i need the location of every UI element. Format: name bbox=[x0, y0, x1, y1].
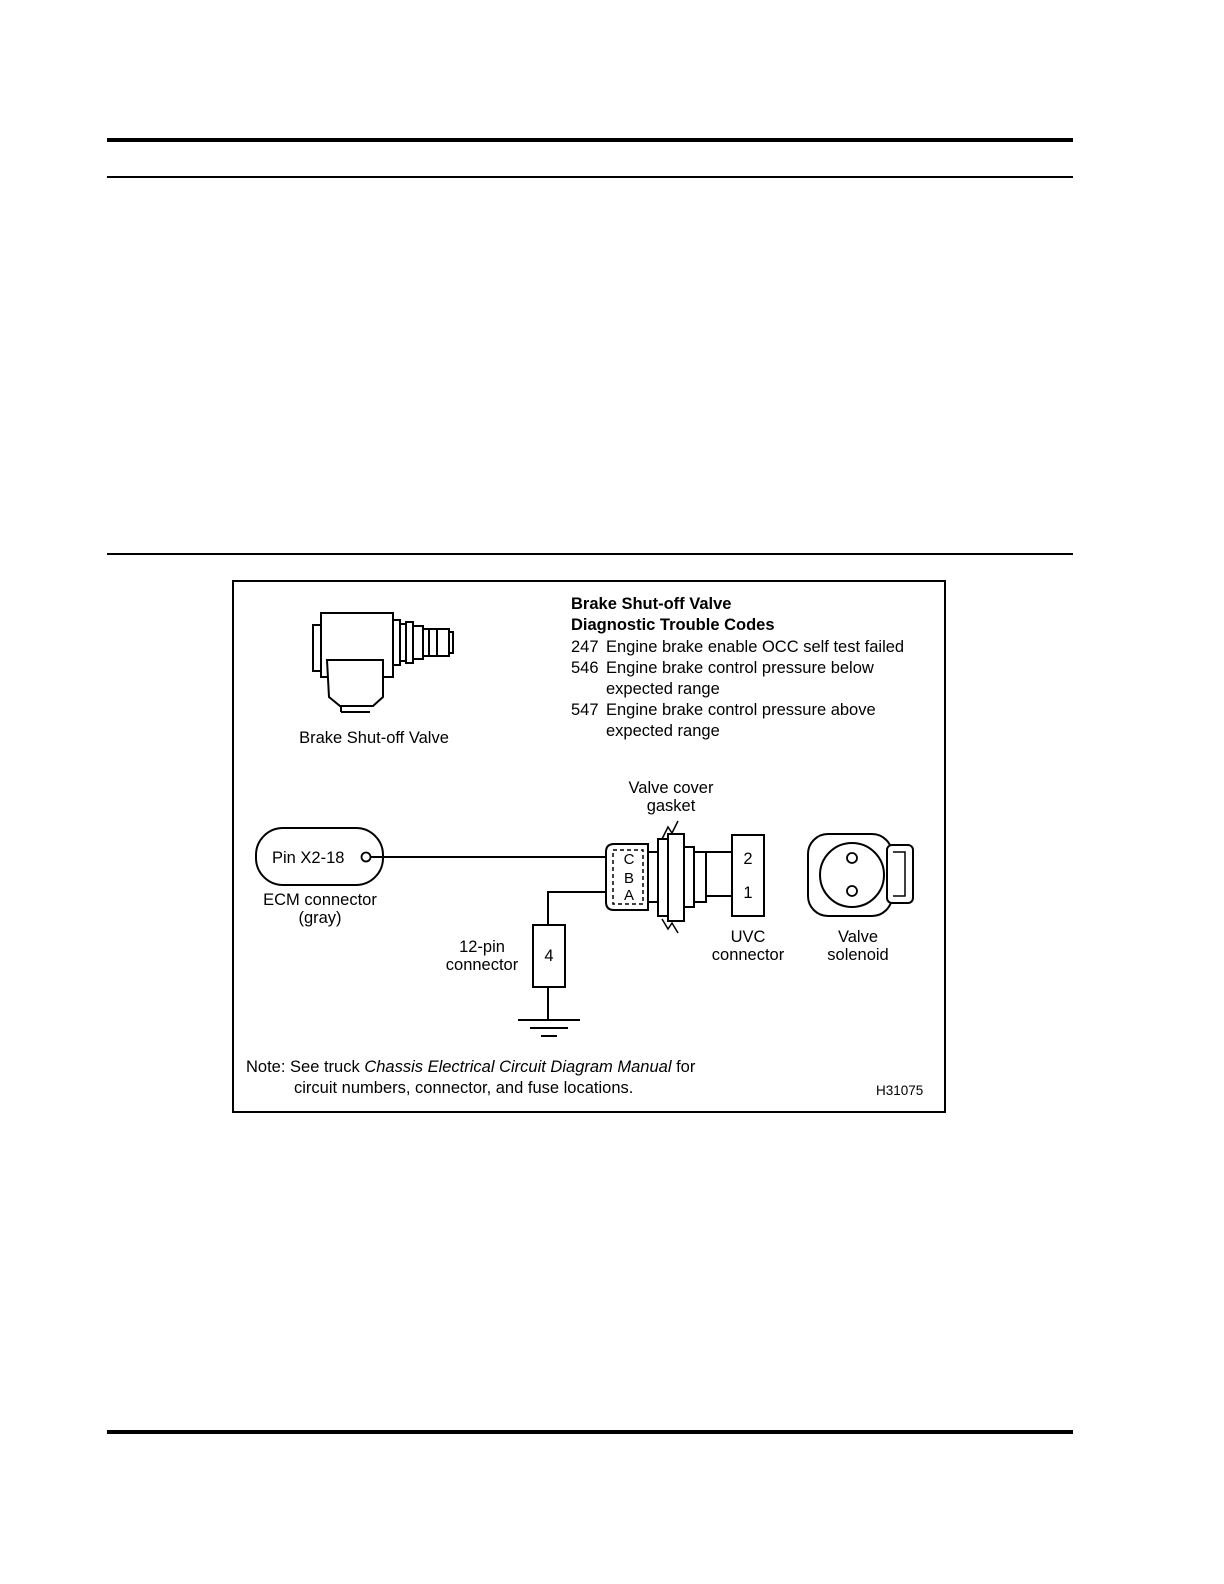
dtc-description: Engine brake enable OCC self test failed bbox=[606, 638, 905, 656]
note-manual-title: Chassis Electrical Circuit Diagram Manual bbox=[364, 1058, 672, 1076]
uvc-caption-line1: UVC bbox=[730, 928, 766, 946]
uvc-caption-line2: connector bbox=[711, 946, 785, 964]
note-line1 bbox=[246, 1058, 696, 1076]
note-suffix: for bbox=[671, 1058, 696, 1076]
twelve-pin-caption-line2: connector bbox=[445, 956, 519, 974]
valve-caption: Brake Shut-off Valve bbox=[299, 729, 449, 747]
gasket-pin-label: A bbox=[623, 887, 635, 904]
note-prefix: Note: See truck bbox=[246, 1058, 365, 1076]
uvc-pin-label: 1 bbox=[743, 884, 753, 902]
dtc-description: Engine brake control pressure below bbox=[606, 659, 874, 677]
dtc-description-cont: expected range bbox=[606, 722, 720, 740]
gasket-pin-label: B bbox=[623, 870, 635, 887]
note-line2: circuit numbers, connector, and fuse locations. bbox=[294, 1079, 634, 1097]
dtc-code: 547 bbox=[571, 701, 599, 719]
solenoid-caption-line2: solenoid bbox=[827, 946, 889, 964]
figure-id: H31075 bbox=[876, 1083, 924, 1098]
uvc-pin-label: 2 bbox=[743, 850, 753, 868]
solenoid-caption-line1: Valve bbox=[837, 928, 879, 946]
twelve-pin-number: 4 bbox=[544, 947, 554, 965]
dtc-code: 247 bbox=[571, 638, 599, 656]
gasket-pin-label: C bbox=[623, 851, 635, 868]
ecm-pin-terminal bbox=[362, 853, 371, 862]
ecm-caption-line2: (gray) bbox=[298, 909, 342, 927]
dtc-description: Engine brake control pressure above bbox=[606, 701, 876, 719]
dtc-title-line2: Diagnostic Trouble Codes bbox=[571, 616, 775, 634]
valve-cover-label-line2: gasket bbox=[646, 797, 696, 815]
dtc-title-line1: Brake Shut-off Valve bbox=[571, 595, 732, 613]
valve-cover-label-line1: Valve cover bbox=[628, 779, 714, 797]
ecm-pin-label: Pin X2-18 bbox=[272, 849, 345, 867]
twelve-pin-caption-line1: 12-pin bbox=[459, 938, 505, 956]
dtc-description-cont: expected range bbox=[606, 680, 720, 698]
valve-solenoid-connector bbox=[808, 834, 913, 916]
ecm-caption-line1: ECM connector bbox=[263, 891, 377, 909]
uvc-connector bbox=[732, 835, 764, 916]
dtc-code: 546 bbox=[571, 659, 599, 677]
